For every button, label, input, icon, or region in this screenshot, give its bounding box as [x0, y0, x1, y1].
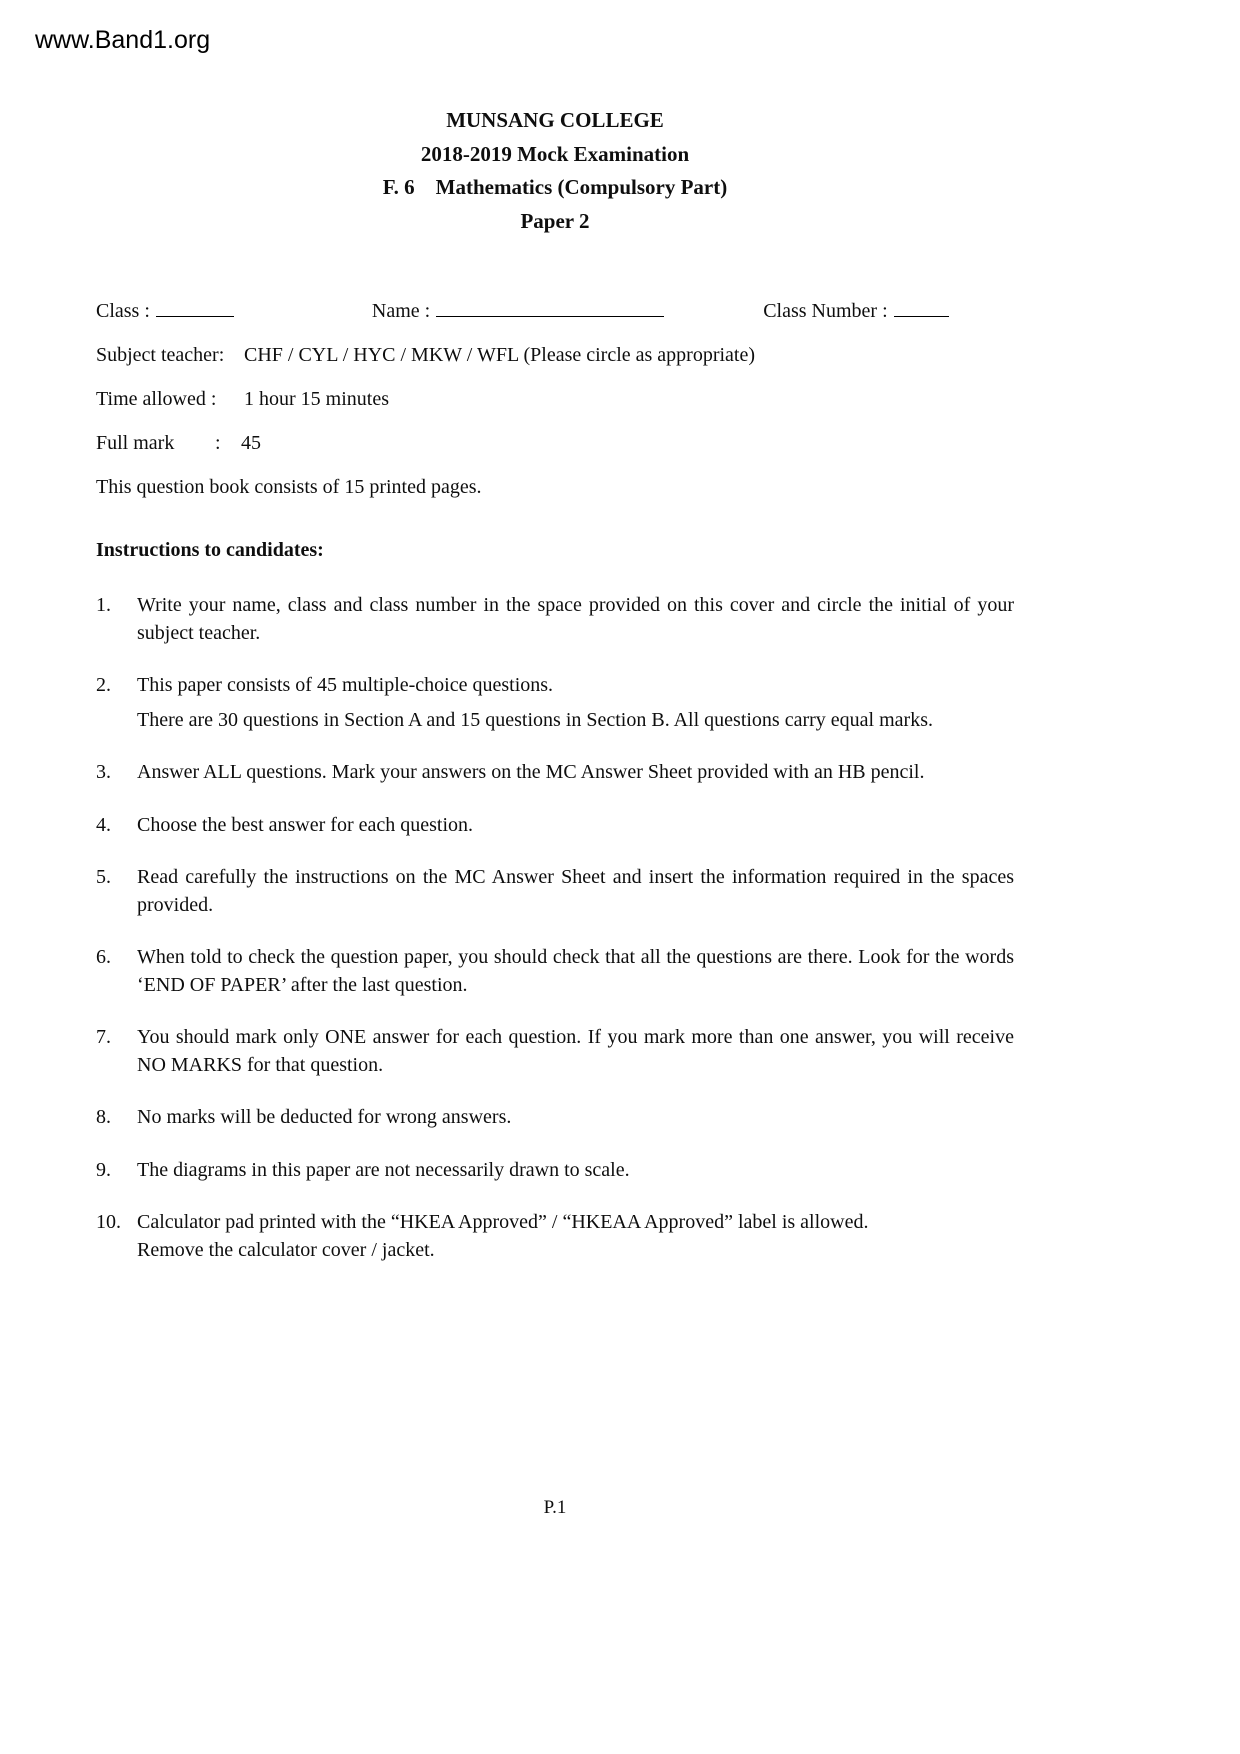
class-label: Class :: [96, 300, 150, 322]
item-text: [137, 1024, 1014, 1079]
item-line: Answer ALL questions. Mark your answers on the MC Answer Sheet provided with an HB pencil.: [137, 761, 925, 783]
subject-teacher-row: [96, 342, 1014, 369]
class-number-label: Class Number :: [763, 300, 888, 322]
item-number: 9.: [96, 1158, 111, 1181]
full-mark-label: Full mark: [96, 432, 175, 454]
time-allowed-value: 1 hour 15 minutes: [244, 388, 389, 410]
item-number: 2.: [96, 674, 111, 696]
instructions-list: [96, 592, 1014, 1264]
item-number: 3.: [96, 761, 111, 783]
name-blank-field: [436, 301, 664, 317]
item-text: [137, 1157, 1014, 1185]
instructions-heading: Instructions to candidates:: [96, 539, 324, 561]
page-number: P.1: [543, 1497, 567, 1518]
subject-teacher-value: CHF / CYL / HYC / MKW / WFL (Please circle as appropriate): [244, 344, 756, 366]
instruction-item-5: [96, 864, 1014, 919]
pages-note: This question book consists of 15 printed pages.: [96, 476, 482, 498]
class-blank-field: [156, 301, 234, 317]
instruction-item-7: [96, 1024, 1014, 1079]
item-line: There are 30 questions in Section A and 15 questions in Section B. All questions carry equal marks.: [137, 708, 933, 731]
full-mark-row: [96, 430, 1014, 457]
class-name-number-row: [96, 298, 1014, 325]
candidate-form: [96, 298, 1014, 501]
exam-title: 2018-2019 Mock Examination: [420, 141, 690, 166]
item-number: 6.: [96, 946, 111, 968]
class-number-blank-field: [894, 301, 949, 317]
item-line: Calculator pad printed with the “HKEA Approved” / “HKEAA Approved” label is allowed.: [137, 1211, 869, 1233]
item-line: Choose the best answer for each question.: [137, 813, 474, 836]
item-number: 5.: [96, 866, 111, 888]
item-text: [137, 944, 1014, 999]
instruction-item-1: [96, 592, 1014, 647]
item-text: [137, 812, 1014, 840]
item-text: [137, 864, 1014, 919]
time-allowed-row: [96, 386, 1014, 413]
item-text: [137, 672, 1014, 734]
name-label: Name :: [371, 300, 431, 322]
instruction-item-2: [96, 672, 1014, 734]
item-number: 10.: [96, 1211, 121, 1233]
item-line: Read carefully the instructions on the MC Answer Sheet and insert the information required in the spaces provided.: [137, 866, 1014, 916]
item-number: 1.: [96, 594, 111, 616]
instruction-item-9: [96, 1157, 1014, 1185]
item-text: [137, 1209, 1014, 1264]
school-name: MUNSANG COLLEGE: [446, 108, 664, 132]
pages-note-row: [96, 474, 1014, 501]
item-line: Write your name, class and class number in the space provided on this cover and circle the initial of your subject teacher.: [137, 594, 1014, 644]
full-mark-value: 45: [241, 432, 261, 454]
item-number: 7.: [96, 1026, 111, 1048]
page-content: [96, 0, 1014, 1289]
item-text: [137, 1104, 1014, 1132]
full-mark-colon: :: [215, 432, 221, 454]
subject-teacher-label: Subject teacher:: [96, 344, 225, 366]
instruction-item-4: [96, 812, 1014, 840]
paper-title: Paper 2: [520, 208, 590, 233]
instruction-item-10: [96, 1209, 1014, 1264]
header: [96, 104, 1014, 238]
watermark: www.Band1.org: [35, 26, 211, 54]
item-line: You should mark only ONE answer for each question. If you mark more than one answer, you will receive NO MARKS for that question.: [137, 1026, 1014, 1076]
instruction-item-6: [96, 944, 1014, 999]
item-number: 8.: [96, 1106, 111, 1128]
instruction-item-8: [96, 1104, 1014, 1132]
item-number: 4.: [96, 813, 111, 836]
item-line: No marks will be deducted for wrong answers.: [137, 1106, 512, 1128]
subject-title: F. 6 Mathematics (Compulsory Part): [382, 175, 728, 199]
item-line: Remove the calculator cover / jacket.: [137, 1238, 435, 1261]
item-text: [137, 759, 1014, 787]
instruction-item-3: [96, 759, 1014, 787]
item-line: When told to check the question paper, you should check that all the questions are there. Look for the words ‘END OF PAPER’ after the last question.: [137, 946, 1014, 996]
item-line: The diagrams in this paper are not necessarily drawn to scale.: [137, 1158, 630, 1181]
item-text: [137, 592, 1014, 647]
time-allowed-label: Time allowed :: [96, 388, 217, 410]
item-line: This paper consists of 45 multiple-choice questions.: [137, 674, 554, 696]
